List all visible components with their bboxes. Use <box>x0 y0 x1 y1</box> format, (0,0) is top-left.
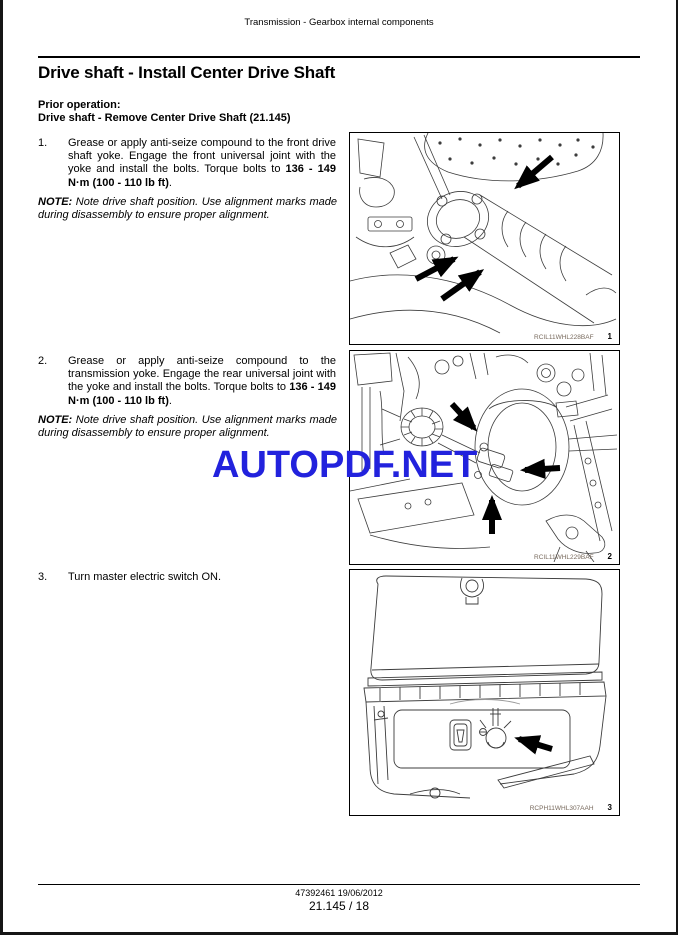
figure-1-illustration <box>350 133 617 342</box>
note-label: NOTE: <box>38 414 73 426</box>
step-1 <box>38 137 336 190</box>
figure-number: 2 <box>607 552 612 561</box>
step-3-text: Turn master electric switch ON. <box>68 571 222 583</box>
prior-operation-label: Prior operation: <box>38 99 121 111</box>
note-label: NOTE: <box>38 196 73 208</box>
step-1-text-pre: Grease or apply anti-seize compound to the front drive shaft yoke. Engage the front universal joint with the yoke and install the bolts. Torque bolts to <box>68 137 336 176</box>
step-3-number: 3. <box>38 571 48 583</box>
footer-document-reference: 47392461 19/06/2012 <box>295 888 383 898</box>
step-1-text <box>68 137 336 190</box>
prior-operation-reference: Drive shaft - Remove Center Drive Shaft (21.145) <box>38 112 291 124</box>
pointer-arrows <box>519 739 552 749</box>
step-2-text <box>68 355 336 408</box>
step-2-number: 2. <box>38 355 48 367</box>
machine-line-art <box>350 133 616 333</box>
note-text: Note drive shaft position. Use alignment marks made during disassembly to ensure proper alignment. <box>38 414 337 440</box>
figure-3-illustration <box>350 570 617 813</box>
running-header: Transmission - Gearbox internal components <box>244 17 434 28</box>
footer-page-number: 21.145 / 18 <box>308 899 370 913</box>
figure-2-caption <box>534 552 612 561</box>
figure-number: 3 <box>607 803 612 812</box>
figure-code: RCPH11WHL307AAH <box>529 805 594 812</box>
step-2-note <box>38 414 337 440</box>
step-3 <box>38 571 336 584</box>
rivet-dots <box>438 137 594 165</box>
watermark: AUTOPDF.NET <box>212 444 478 486</box>
footer-rule <box>38 884 640 885</box>
machine-line-art <box>364 576 606 798</box>
step-1-note <box>38 196 337 222</box>
step-2-torque-value: 136 - 149 N·m (100 - 110 lb ft) <box>68 381 337 407</box>
page-border-left <box>0 0 3 935</box>
title-rule <box>38 56 640 58</box>
step-1-number: 1. <box>38 137 48 149</box>
figure-1-caption <box>534 332 612 341</box>
note-text: Note drive shaft position. Use alignment marks made during disassembly to ensure proper alignment. <box>38 196 337 222</box>
step-1-torque-value: 136 - 149 N·m (100 - 110 lb ft) <box>68 163 336 189</box>
figure-code: RCIL11WHL229BAF <box>534 554 594 561</box>
figure-3-caption <box>530 803 612 812</box>
pointer-arrows <box>416 157 552 299</box>
figure-1-front-universal-joint <box>349 132 620 345</box>
step-1-text-post: . <box>168 176 172 189</box>
page-title: Drive shaft - Install Center Drive Shaft <box>38 63 336 82</box>
step-2-text-pre: Grease or apply anti-seize compound to the transmission yoke. Engage the rear universal joint with the yoke and install the bolts. Torque bolts to <box>68 355 336 394</box>
figure-3-master-switch-compartment <box>349 569 620 816</box>
step-2-text-post: . <box>168 394 172 407</box>
figure-number: 1 <box>607 332 612 341</box>
step-2 <box>38 355 336 408</box>
figure-code: RCIL11WHL228BAF <box>534 334 594 341</box>
